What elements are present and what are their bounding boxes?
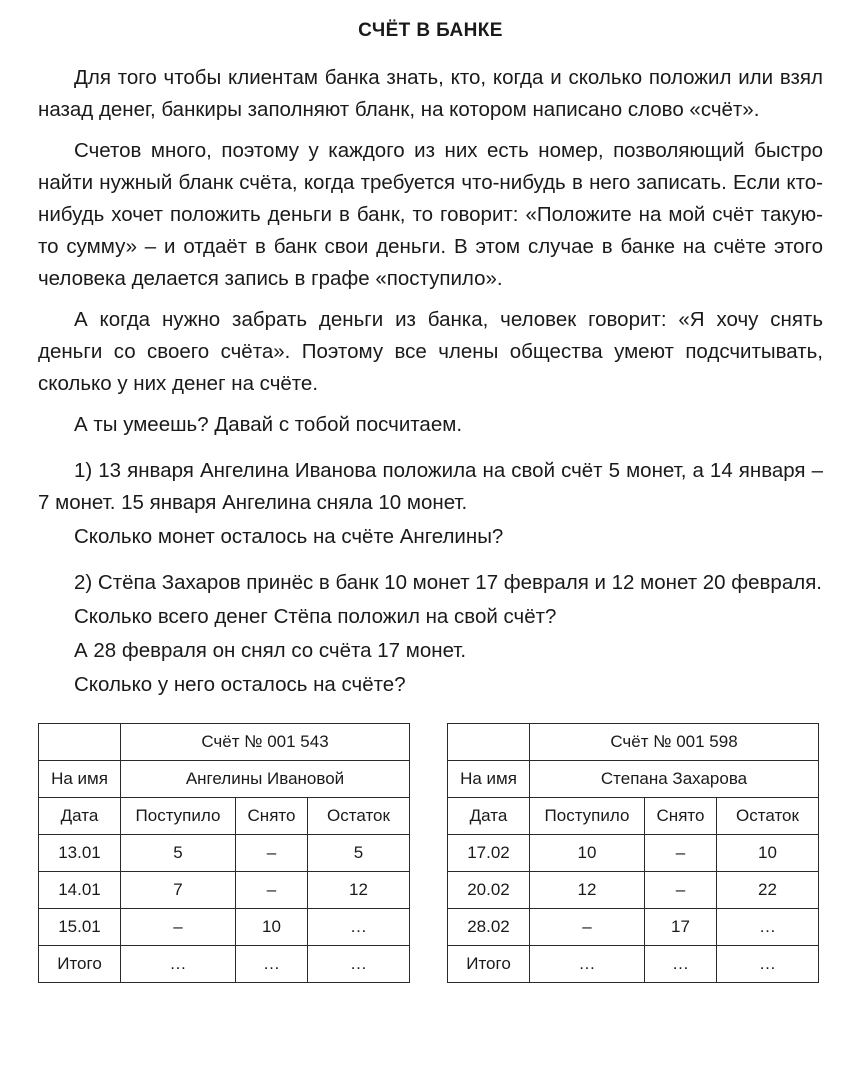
value-cell: 7 xyxy=(121,872,236,909)
paragraph: А когда нужно забрать деньги из банка, человек говорит: «Я хочу снять деньги со своего счёта». Поэтому все члены общества умеют подсчитывать, сколько у них денег на счёте. xyxy=(38,308,823,395)
row-label-cell: 28.02 xyxy=(448,909,530,946)
value-cell: 10 xyxy=(236,909,308,946)
col-header-withdrawn: Снято xyxy=(236,798,308,835)
table-row xyxy=(448,835,819,872)
task-2-statement-2: А 28 февраля он снял со счёта 17 монет. xyxy=(74,639,467,662)
col-header-withdrawn: Снято xyxy=(645,798,717,835)
col-header-balance: Остаток xyxy=(308,798,410,835)
task-2-question-1: Сколько всего денег Стёпа положил на свой счёт? xyxy=(74,605,557,628)
value-cell: – xyxy=(645,872,717,909)
account-table-zakharov xyxy=(447,723,819,983)
col-header-deposited: Поступило xyxy=(121,798,236,835)
col-header-date: Дата xyxy=(448,798,530,835)
row-label-cell: Итого xyxy=(448,946,530,983)
value-cell: 22 xyxy=(717,872,819,909)
value-cell: … xyxy=(645,946,717,983)
value-cell: 17 xyxy=(645,909,717,946)
value-cell: – xyxy=(236,835,308,872)
row-label-cell: 15.01 xyxy=(39,909,121,946)
paragraph: А ты умеешь? Давай с тобой посчитаем. xyxy=(74,413,463,436)
table-row xyxy=(39,872,410,909)
task-1-statement: 1) 13 января Ангелина Иванова положила на свой счёт 5 монет, а 14 января – 7 монет. 15 января Ангелина сняла 10 монет. xyxy=(38,459,823,514)
value-cell: … xyxy=(530,946,645,983)
body-text xyxy=(38,62,823,701)
table-row xyxy=(39,909,410,946)
col-header-balance: Остаток xyxy=(717,798,819,835)
account-name-row xyxy=(448,761,819,798)
row-label-cell: 13.01 xyxy=(39,835,121,872)
page-title: СЧЁТ В БАНКЕ xyxy=(358,20,503,41)
table-row xyxy=(448,946,819,983)
table-body xyxy=(448,835,819,983)
value-cell: 5 xyxy=(308,835,410,872)
empty-cell xyxy=(39,724,121,761)
account-number-row xyxy=(448,724,819,761)
table-row xyxy=(39,835,410,872)
table-row xyxy=(448,909,819,946)
value-cell: … xyxy=(717,909,819,946)
table-row xyxy=(448,872,819,909)
table-body xyxy=(39,835,410,983)
row-label-cell: 14.01 xyxy=(39,872,121,909)
row-label-cell: 17.02 xyxy=(448,835,530,872)
column-header-row xyxy=(39,798,410,835)
value-cell: – xyxy=(121,909,236,946)
task-2-question-2: Сколько у него осталось на счёте? xyxy=(74,673,406,696)
account-name-row xyxy=(39,761,410,798)
name-label: На имя xyxy=(448,761,530,798)
account-number: Счёт № 001 543 xyxy=(121,724,410,761)
account-number-row xyxy=(39,724,410,761)
row-label-cell: Итого xyxy=(39,946,121,983)
value-cell: 12 xyxy=(530,872,645,909)
paragraph: Для того чтобы клиентам банка знать, кто, когда и сколько положил или взял назад денег, банкиры заполняют бланк, на котором написано слово «счёт». xyxy=(38,66,823,121)
name-value: Степана Захарова xyxy=(530,761,819,798)
value-cell: … xyxy=(308,909,410,946)
value-cell: 5 xyxy=(121,835,236,872)
value-cell: 10 xyxy=(717,835,819,872)
account-tables xyxy=(38,723,823,983)
value-cell: – xyxy=(236,872,308,909)
account-number: Счёт № 001 598 xyxy=(530,724,819,761)
row-label-cell: 20.02 xyxy=(448,872,530,909)
value-cell: … xyxy=(308,946,410,983)
empty-cell xyxy=(448,724,530,761)
task-2-statement: 2) Стёпа Захаров принёс в банк 10 монет 17 февраля и 12 монет 20 февраля. xyxy=(74,571,822,594)
value-cell: … xyxy=(236,946,308,983)
col-header-deposited: Поступило xyxy=(530,798,645,835)
value-cell: – xyxy=(645,835,717,872)
col-header-date: Дата xyxy=(39,798,121,835)
account-table-ivanova xyxy=(38,723,410,983)
value-cell: … xyxy=(717,946,819,983)
task-1-question: Сколько монет осталось на счёте Ангелины? xyxy=(74,525,504,548)
table-row xyxy=(39,946,410,983)
value-cell: 12 xyxy=(308,872,410,909)
paragraph: Счетов много, поэтому у каждого из них есть номер, позволяющий быстро найти нужный бланк счёта, когда требуется что-нибудь в него записать. Если кто-нибудь хочет положить деньги в банк, то говорит: «Положите на мой счёт такую-то сумму» – и отдаёт в банк свои деньги. В этом случае в банке на счёте этого человека делается запись в графе «поступило». xyxy=(38,139,823,290)
task-2 xyxy=(38,567,823,701)
value-cell: – xyxy=(530,909,645,946)
value-cell: … xyxy=(121,946,236,983)
task-1 xyxy=(38,455,823,553)
column-header-row xyxy=(448,798,819,835)
name-label: На имя xyxy=(39,761,121,798)
value-cell: 10 xyxy=(530,835,645,872)
name-value: Ангелины Ивановой xyxy=(121,761,410,798)
